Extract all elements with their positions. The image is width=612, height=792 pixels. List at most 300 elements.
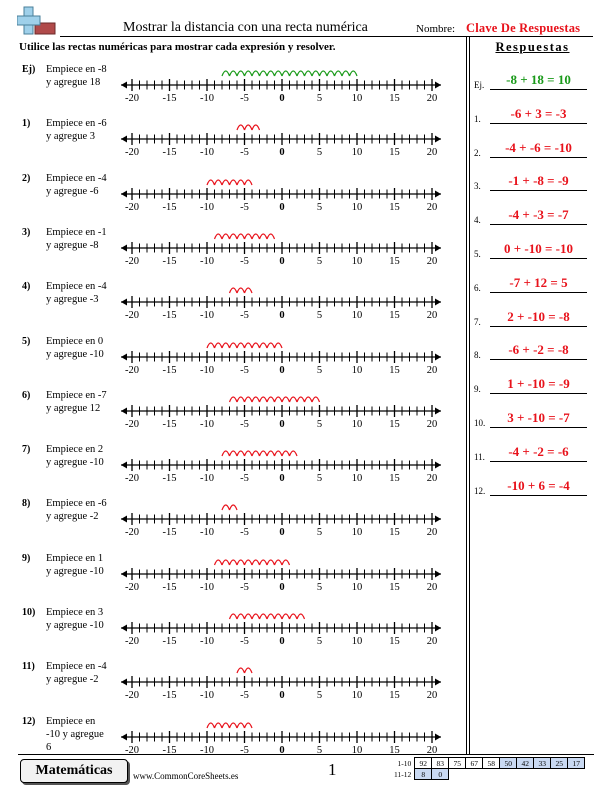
hop-arc — [245, 614, 253, 619]
hop-arc — [245, 668, 253, 673]
problem-text-line: Empiece en -6 — [46, 118, 107, 130]
tick-label: 10 — [351, 581, 363, 593]
tick-label: 10 — [351, 744, 363, 756]
tick-label: -5 — [240, 310, 249, 322]
hop-arc — [350, 71, 358, 76]
answer-label: 10. — [474, 418, 486, 428]
right-arrow-icon — [435, 136, 441, 143]
hop-arc — [215, 343, 223, 348]
answer-text: 2 + -10 = -8 — [507, 308, 570, 324]
problem-text-line: Empiece en -4 — [46, 661, 107, 673]
hop-arc — [222, 71, 230, 76]
number-line — [118, 337, 443, 377]
answer-underline — [490, 326, 587, 327]
problem-text-line: y agregue -2 — [46, 674, 99, 686]
hop-arc — [207, 343, 215, 348]
answer-label: 12. — [474, 485, 486, 496]
hop-arc — [290, 614, 298, 619]
tick-label: 20 — [426, 147, 438, 159]
tick-label: -10 — [200, 364, 214, 376]
score-cell: 42 — [517, 758, 534, 769]
tick-label: 0 — [279, 636, 285, 647]
hop-arc — [222, 343, 230, 348]
problem-text-line: Empiece en -1 — [46, 226, 107, 238]
tick-label: 10 — [351, 527, 363, 539]
tick-label: 20 — [426, 255, 438, 267]
number-line — [118, 119, 443, 159]
tick-label: -10 — [200, 527, 214, 539]
score-cell: 25 — [551, 758, 568, 769]
answer-underline — [490, 89, 587, 90]
tick-label: 15 — [389, 255, 400, 267]
problem-text-line: y agregue -6 — [46, 185, 99, 197]
tick-label: 20 — [426, 310, 438, 322]
tick-label: -15 — [162, 418, 177, 430]
problem-number: 12) — [22, 715, 36, 727]
answer-label: Ej. — [474, 80, 485, 90]
hop-arc — [237, 180, 245, 185]
tick-label: -20 — [125, 473, 139, 485]
hop-arc — [222, 234, 230, 239]
hop-arc — [230, 723, 238, 728]
tick-label: 5 — [316, 310, 323, 322]
tick-label: -10 — [200, 581, 214, 593]
tick-label: -5 — [240, 93, 249, 104]
tick-label: 15 — [389, 527, 400, 539]
hop-arc — [207, 723, 215, 728]
hop-arc — [245, 397, 253, 402]
hop-arc — [237, 288, 245, 293]
hop-arc — [222, 180, 230, 185]
problem-text-line: y agregue -10 — [46, 348, 104, 360]
hop-arc — [245, 451, 253, 456]
hop-arc — [260, 614, 268, 619]
number-line — [118, 608, 443, 648]
right-arrow-icon — [435, 244, 441, 251]
hop-arc — [260, 397, 268, 402]
problem-number: 5) — [22, 335, 31, 347]
problem-text-line: y agregue -8 — [46, 239, 99, 251]
hop-arc — [320, 71, 328, 76]
tick-label: 10 — [351, 255, 363, 267]
tick-label: 10 — [351, 93, 363, 104]
hop-arc — [245, 234, 253, 239]
tick-label: 5 — [316, 473, 323, 485]
hop-arc — [237, 723, 245, 728]
answer-text: -6 + 3 = -3 — [510, 105, 567, 121]
tick-label: -20 — [125, 310, 139, 322]
tick-label: 15 — [389, 690, 400, 702]
hop-arc — [290, 451, 298, 456]
hop-arc — [267, 451, 275, 456]
tick-label: 0 — [279, 364, 285, 376]
hop-arc — [230, 560, 238, 565]
tick-label: 0 — [279, 147, 285, 159]
tick-label: -10 — [200, 93, 214, 104]
hop-arc — [230, 234, 238, 239]
answer-text: -1 + -8 = -9 — [508, 173, 569, 189]
tick-label: 15 — [389, 93, 400, 104]
tick-label: -10 — [200, 690, 214, 702]
problem-number: 3) — [22, 226, 31, 238]
tick-label: 15 — [389, 418, 400, 430]
tick-label: 20 — [426, 690, 438, 702]
hop-arc — [260, 71, 268, 76]
hop-arc — [245, 71, 253, 76]
left-arrow-icon — [121, 244, 127, 251]
tick-label: -10 — [200, 418, 214, 430]
hop-arc — [275, 343, 283, 348]
hop-arc — [237, 234, 245, 239]
hop-arc — [335, 71, 343, 76]
hop-arc — [305, 397, 313, 402]
problem-text-line: Empiece en 3 — [46, 607, 104, 618]
tick-label: 15 — [389, 364, 400, 376]
tick-label: -15 — [162, 364, 177, 376]
hop-arc — [282, 451, 290, 456]
answer-underline — [490, 393, 587, 394]
right-arrow-icon — [435, 625, 441, 632]
tick-label: 10 — [351, 147, 363, 159]
left-arrow-icon — [121, 353, 127, 360]
score-cell: 8 — [415, 769, 432, 780]
brand-badge: Matemáticas — [20, 759, 128, 783]
hop-arc — [245, 560, 253, 565]
tick-label: -5 — [240, 473, 249, 485]
tick-label: 20 — [426, 364, 438, 376]
left-arrow-icon — [121, 625, 127, 632]
page-title: Mostrar la distancia con una recta numérica — [123, 20, 368, 35]
tick-label: -5 — [240, 255, 249, 267]
left-arrow-icon — [121, 733, 127, 740]
hop-arc — [305, 71, 313, 76]
tick-label: 5 — [316, 690, 323, 702]
hop-arc — [237, 451, 245, 456]
tick-label: 0 — [279, 744, 285, 756]
hop-arc — [237, 614, 245, 619]
problem-text-line: y agregue 18 — [46, 77, 101, 88]
problem-number: 9) — [22, 552, 31, 564]
answer-text: 3 + -10 = -7 — [507, 410, 570, 425]
tick-label: -20 — [125, 581, 139, 593]
hop-arc — [252, 614, 260, 619]
tick-label: 5 — [316, 636, 323, 647]
tick-label: 15 — [389, 744, 400, 756]
answer-underline — [490, 427, 587, 428]
right-arrow-icon — [435, 679, 441, 686]
tick-label: 15 — [389, 147, 400, 159]
tick-label: -15 — [162, 636, 177, 647]
left-arrow-icon — [121, 190, 127, 197]
hop-arc — [230, 505, 238, 510]
answer-label: 9. — [474, 384, 481, 395]
right-arrow-icon — [435, 570, 441, 577]
hop-arc — [237, 560, 245, 565]
tick-label: 20 — [426, 201, 438, 213]
tick-label: -15 — [162, 690, 177, 702]
hop-arc — [230, 180, 238, 185]
tick-label: 0 — [279, 310, 285, 322]
number-line — [118, 499, 443, 539]
score-cell: 75 — [449, 758, 466, 769]
tick-label: 10 — [351, 201, 363, 213]
hop-arc — [252, 71, 260, 76]
hop-arc — [215, 180, 223, 185]
hop-arc — [245, 723, 253, 728]
tick-label: 20 — [426, 581, 438, 593]
problem-number: 4) — [22, 281, 31, 293]
hop-arc — [245, 343, 253, 348]
answer-underline — [490, 461, 587, 462]
tick-label: -15 — [162, 527, 177, 539]
score-table — [392, 757, 585, 780]
problem-text-line: Empiece en -4 — [46, 281, 107, 293]
hop-arc — [230, 343, 238, 348]
tick-label: -5 — [240, 364, 249, 376]
answer-underline — [490, 292, 587, 293]
score-row-label: 1-10 — [397, 758, 412, 768]
hop-arc — [245, 125, 253, 130]
answer-text: 1 + -10 = -9 — [507, 376, 570, 392]
number-line — [118, 445, 443, 485]
tick-label: -20 — [125, 147, 139, 159]
left-arrow-icon — [121, 407, 127, 414]
tick-label: 0 — [279, 201, 285, 213]
right-arrow-icon — [435, 190, 441, 197]
tick-label: 15 — [389, 473, 400, 485]
number-line — [118, 554, 443, 594]
answer-underline — [490, 258, 587, 259]
problem-text-line: Empiece en — [46, 715, 96, 727]
tick-label: 10 — [351, 418, 363, 430]
score-cell: 33 — [534, 758, 551, 769]
left-arrow-icon — [121, 570, 127, 577]
right-arrow-icon — [435, 299, 441, 306]
tick-label: -5 — [240, 418, 249, 430]
answer-label: 5. — [474, 249, 481, 259]
hop-arc — [237, 125, 245, 130]
number-line — [118, 391, 443, 431]
tick-label: 10 — [351, 364, 363, 376]
tick-label: -20 — [125, 418, 139, 430]
problem-number: Ej) — [22, 64, 36, 75]
hop-arc — [297, 71, 305, 76]
right-arrow-icon — [435, 462, 441, 469]
hop-arc — [237, 343, 245, 348]
tick-label: -5 — [240, 581, 249, 593]
number-line — [118, 282, 443, 322]
answer-underline — [490, 495, 587, 496]
score-cell: 67 — [466, 758, 483, 769]
problem-text-line: Empiece en -4 — [46, 172, 107, 184]
hop-arc — [215, 234, 223, 239]
tick-label: 10 — [351, 690, 363, 702]
hop-arc — [222, 560, 230, 565]
answer-label: 8. — [474, 350, 481, 361]
problem-number: 8) — [22, 498, 31, 510]
tick-label: -15 — [162, 744, 177, 756]
hop-arc — [230, 71, 238, 76]
hop-arc — [282, 397, 290, 402]
hop-arc — [222, 451, 230, 456]
problem-text-line: Empiece en 2 — [46, 444, 104, 456]
hop-arc — [230, 614, 238, 619]
tick-label: -5 — [240, 744, 249, 756]
problem-text-line: y agregue -10 — [46, 565, 104, 577]
hop-arc — [237, 71, 245, 76]
tick-label: -5 — [240, 527, 249, 539]
left-arrow-icon — [121, 299, 127, 306]
hop-arc — [297, 397, 305, 402]
number-line — [118, 174, 443, 214]
answer-label: 7. — [474, 316, 481, 327]
tick-label: 0 — [279, 255, 285, 267]
hop-arc — [245, 288, 253, 293]
tick-label: -10 — [200, 473, 214, 485]
problem-text-line: -10 y agregue — [46, 728, 104, 740]
problem-text-line: 6 — [46, 741, 52, 753]
hop-arc — [260, 234, 268, 239]
hop-arc — [312, 71, 320, 76]
tick-label: -15 — [162, 255, 177, 267]
tick-label: -5 — [240, 690, 249, 702]
number-line — [118, 65, 443, 105]
right-arrow-icon — [435, 82, 441, 89]
tick-label: 5 — [316, 201, 323, 213]
problem-text-line: y agregue 3 — [46, 131, 95, 143]
answer-label: 3. — [474, 181, 481, 192]
tick-label: -5 — [240, 636, 249, 647]
tick-label: 20 — [426, 527, 438, 539]
tick-label: 10 — [351, 473, 363, 485]
hop-arc — [237, 397, 245, 402]
score-cell: 92 — [415, 758, 432, 769]
number-line — [118, 228, 443, 268]
tick-label: -15 — [162, 310, 177, 322]
problem-text-line: y agregue -10 — [46, 457, 104, 469]
problem-text-line: Empiece en -7 — [46, 389, 107, 401]
tick-label: -10 — [200, 147, 214, 159]
hop-arc — [267, 343, 275, 348]
number-line — [118, 717, 443, 757]
hop-arc — [252, 343, 260, 348]
hop-arc — [215, 560, 223, 565]
hop-arc — [237, 668, 245, 673]
tick-label: -10 — [200, 255, 214, 267]
tick-label: 10 — [351, 636, 363, 647]
tick-label: -10 — [200, 310, 214, 322]
hop-arc — [267, 71, 275, 76]
tick-label: 0 — [279, 527, 285, 539]
hop-arc — [275, 614, 283, 619]
tick-label: -20 — [125, 364, 139, 376]
answer-label: 1. — [474, 113, 481, 124]
hop-arc — [312, 397, 320, 402]
hop-arc — [260, 343, 268, 348]
left-arrow-icon — [121, 516, 127, 523]
header-divider — [60, 36, 593, 37]
score-cell: 17 — [568, 758, 585, 769]
hop-arc — [297, 614, 305, 619]
tick-label: 20 — [426, 473, 438, 485]
score-cell: 0 — [432, 769, 449, 780]
tick-label: -15 — [162, 201, 177, 213]
tick-label: -10 — [200, 201, 214, 213]
hop-arc — [342, 71, 350, 76]
answer-underline — [490, 224, 587, 225]
score-row-label: 11-12 — [394, 769, 412, 779]
hop-arc — [207, 180, 215, 185]
tick-label: -20 — [125, 201, 139, 213]
tick-label: 5 — [316, 364, 323, 376]
tick-label: 20 — [426, 418, 438, 430]
column-divider — [466, 36, 467, 754]
hop-arc — [290, 397, 298, 402]
left-arrow-icon — [121, 679, 127, 686]
tick-label: 15 — [389, 310, 400, 322]
answer-text: -7 + 12 = 5 — [509, 274, 568, 290]
right-arrow-icon — [435, 407, 441, 414]
tick-label: 5 — [316, 581, 323, 593]
tick-label: 5 — [316, 744, 323, 756]
hop-arc — [215, 723, 223, 728]
answer-text: 0 + -10 = -10 — [504, 241, 573, 256]
problem-text-line: y agregue 12 — [46, 402, 101, 414]
hop-arc — [282, 614, 290, 619]
hop-arc — [267, 560, 275, 565]
hop-arc — [222, 723, 230, 728]
problem-text-line: y agregue -3 — [46, 294, 99, 306]
score-row — [392, 769, 585, 780]
hop-arc — [252, 234, 260, 239]
footer-divider — [18, 754, 594, 755]
hop-arc — [290, 71, 298, 76]
right-arrow-icon — [435, 516, 441, 523]
tick-label: -5 — [240, 201, 249, 213]
answer-text: -6 + -2 = -8 — [508, 342, 569, 358]
plus-minus-logo-icon — [17, 6, 57, 38]
tick-label: -15 — [162, 93, 177, 104]
hop-arc — [282, 71, 290, 76]
answer-label: 4. — [474, 215, 481, 226]
answer-text: -4 + -2 = -6 — [508, 443, 569, 459]
problem-number: 1) — [22, 118, 31, 130]
answers-heading: Respuestas — [495, 40, 570, 54]
name-label: Nombre: — [416, 23, 456, 35]
instructions: Utilice las rectas numéricas para mostrar cada expresión y resolver. — [19, 41, 336, 53]
tick-label: 5 — [316, 93, 323, 104]
tick-label: 20 — [426, 93, 438, 104]
right-arrow-icon — [435, 353, 441, 360]
hop-arc — [260, 560, 268, 565]
hop-arc — [275, 560, 283, 565]
tick-label: 15 — [389, 636, 400, 647]
hop-arc — [275, 71, 283, 76]
score-cell: 50 — [500, 758, 517, 769]
score-row — [392, 758, 585, 769]
hop-arc — [252, 451, 260, 456]
problem-text-line: Empiece en 0 — [46, 335, 104, 347]
answer-text: -8 + 18 = 10 — [506, 72, 571, 87]
tick-label: 15 — [389, 581, 400, 593]
problem-text-line: Empiece en -6 — [46, 498, 107, 510]
hop-arc — [327, 71, 335, 76]
hop-arc — [222, 505, 230, 510]
hop-arc — [252, 560, 260, 565]
hop-arc — [230, 451, 238, 456]
tick-label: 0 — [279, 93, 285, 104]
hop-arc — [267, 234, 275, 239]
